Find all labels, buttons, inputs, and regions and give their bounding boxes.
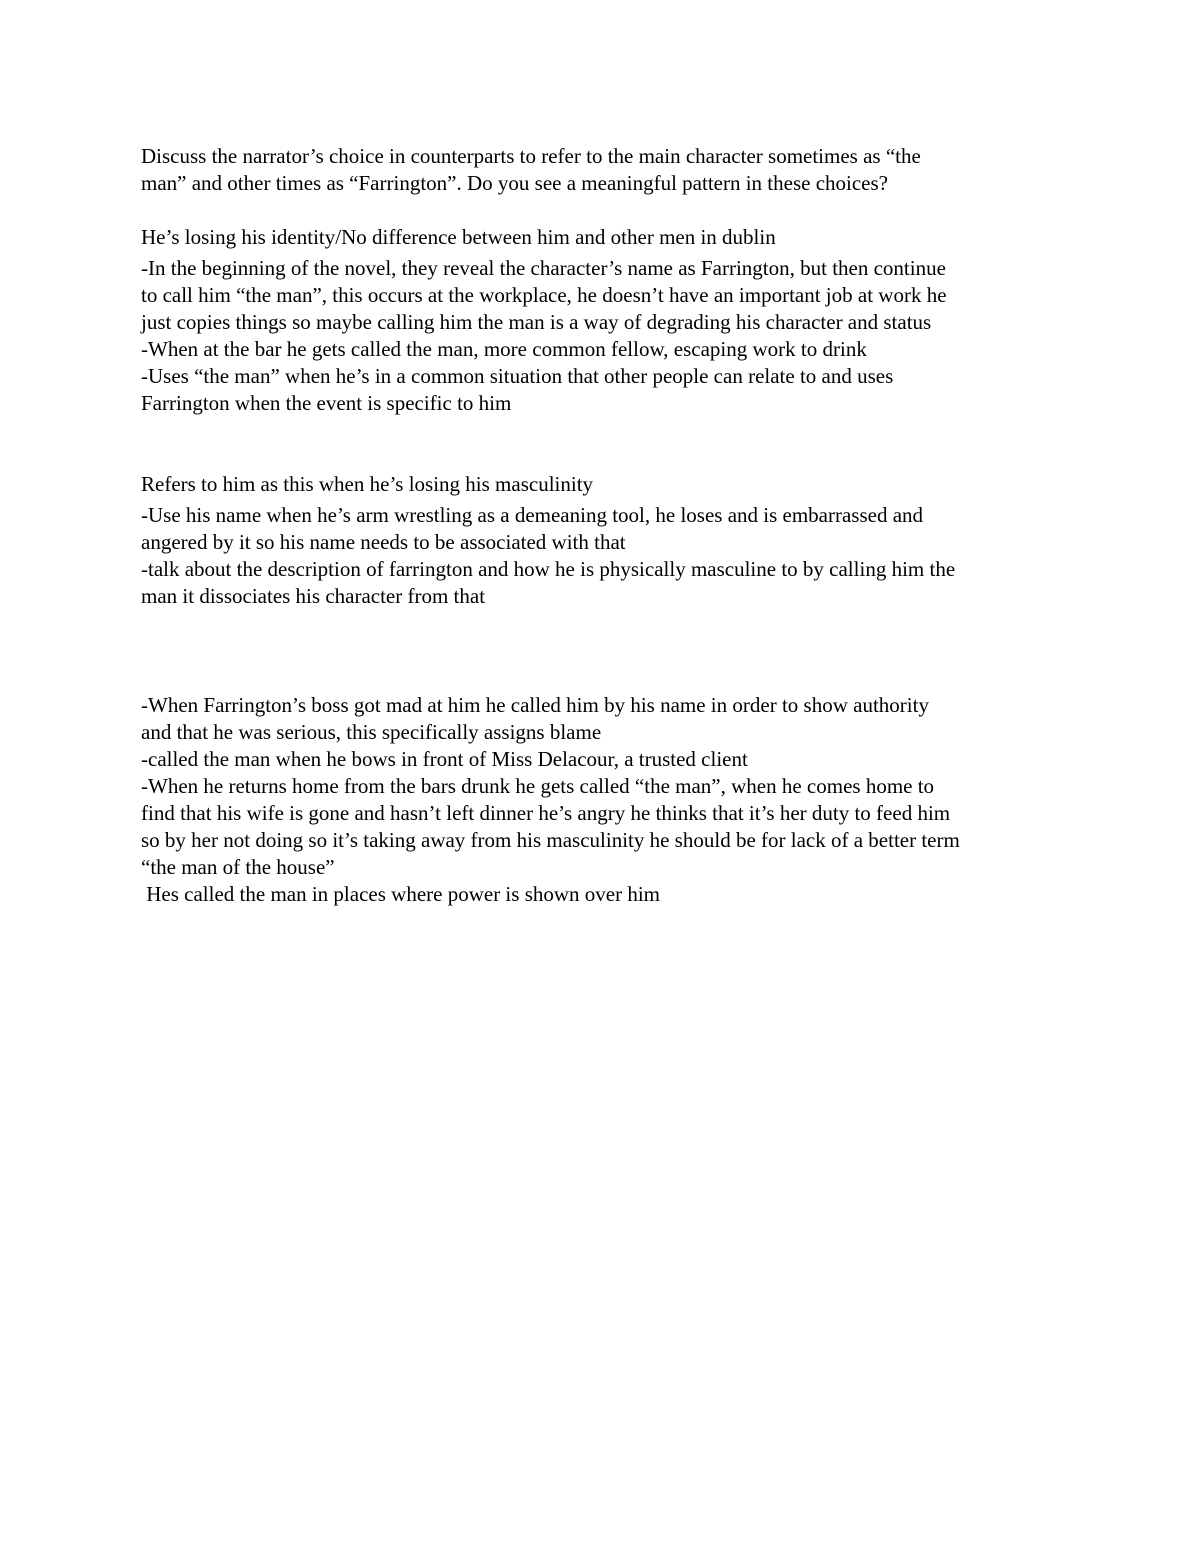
masculinity-line: -talk about the description of farrington and how he is physically masculine to by calling him the xyxy=(141,557,956,581)
question-line: Discuss the narrator’s choice in counterparts to refer to the main character sometimes as “the xyxy=(141,144,921,168)
power-line: Hes called the man in places where power is shown over him xyxy=(141,882,661,906)
masculinity-line: man it dissociates his character from that xyxy=(141,584,486,608)
power-line: and that he was serious, this specifically assigns blame xyxy=(141,720,602,744)
identity-line: -In the beginning of the novel, they reveal the character’s name as Farrington, but then continue xyxy=(141,256,946,280)
power-line: -When Farrington’s boss got mad at him he called him by his name in order to show authority xyxy=(141,693,929,717)
identity-line: Farrington when the event is specific to him xyxy=(141,391,512,415)
identity-line: -When at the bar he gets called the man, more common fellow, escaping work to drink xyxy=(141,337,867,361)
identity-line: just copies things so maybe calling him the man is a way of degrading his character and status xyxy=(141,310,932,334)
identity-line: to call him “the man”, this occurs at the workplace, he doesn’t have an important job at work he xyxy=(141,283,947,307)
question-line: man” and other times as “Farrington”. Do you see a meaningful pattern in these choices? xyxy=(141,171,888,195)
power-line: find that his wife is gone and hasn’t left dinner he’s angry he thinks that it’s her duty to feed him xyxy=(141,801,951,825)
masculinity-line: angered by it so his name needs to be associated with that xyxy=(141,530,626,554)
power-line: -When he returns home from the bars drunk he gets called “the man”, when he comes home to xyxy=(141,774,935,798)
power-line: -called the man when he bows in front of Miss Delacour, a trusted client xyxy=(141,747,748,771)
power-line: so by her not doing so it’s taking away from his masculinity he should be for lack of a better term xyxy=(141,828,960,852)
section-heading-masculinity: Refers to him as this when he’s losing his masculinity xyxy=(141,472,594,496)
identity-line: -Uses “the man” when he’s in a common situation that other people can relate to and uses xyxy=(141,364,894,388)
section-heading-identity: He’s losing his identity/No difference between him and other men in dublin xyxy=(141,225,776,249)
power-line: “the man of the house” xyxy=(141,855,335,879)
masculinity-line: -Use his name when he’s arm wrestling as a demeaning tool, he loses and is embarrassed and xyxy=(141,503,924,527)
